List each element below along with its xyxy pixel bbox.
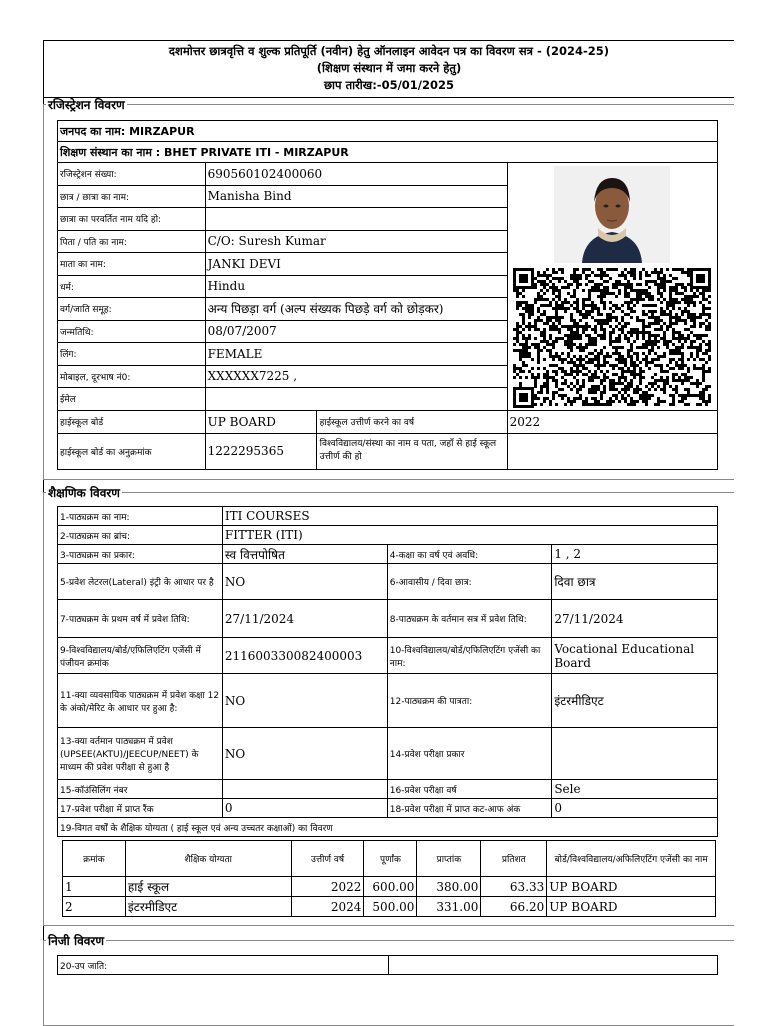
institute-name: शिक्षण संस्थान का नाम : BHET PRIVATE ITI - MIRZAPUR [58,142,718,163]
entrance-exam-admission-value: NO [222,728,387,780]
university-name-label: 10-विश्वविद्यालय/बोर्ड/एफिलिएटिंग एजेंसी का नाम: [387,638,552,674]
entrance-exam-year-label: 16-प्रवेश परीक्षा वर्ष [387,780,552,799]
roll-number-value: 1222295365 [206,434,317,469]
registration-field-label: छात्र / छात्रा का नाम: [58,185,206,208]
qualification-cell: 2022 [291,877,364,897]
qualification-header-cell: प्रतिशत [481,841,547,877]
qualification-header-cell: बोर्ड/विश्वविद्यालय/अफिलिएटिंग एजेंसी का नाम [547,841,716,877]
cutoff-marks-label: 18-प्रवेश परीक्षा में प्राप्त कट-आफ अंक [387,799,552,818]
qualification-cell: 66.20 [481,897,547,917]
personal-table [57,955,718,975]
qualification-cell: 500.00 [364,897,417,917]
qualification-table [62,840,716,917]
registration-field-value: XXXXXX7225 , [205,365,507,388]
merit-admission-value: NO [222,674,387,728]
qualification-header-cell: पूर्णांक [364,841,417,877]
course-eligibility-value: इंटरमीडिएट [552,674,718,728]
registration-field-label: वर्ग/जाति समूह: [58,298,206,321]
board-label: हाईस्कूल बोर्ड [58,410,206,433]
registration-field-value: Manisha Bind [205,185,507,208]
registration-field-value: Hindu [205,275,507,298]
registration-field-value: 08/07/2007 [205,320,507,343]
board-split-cell [205,410,507,433]
registration-field-label: छात्रा का परवर्तित नाम यदि हो: [58,208,206,231]
entrance-rank-value: 0 [222,799,387,818]
qualification-cell: 1 [63,877,126,897]
university-address-label: विश्वविद्यालय/संस्था का नाम व पता, जहाँ से हाई स्कूल उत्तीर्ण की हो [319,439,497,462]
qualification-cell: 2 [63,897,126,917]
counselling-number-value [222,780,387,799]
student-photo [554,166,670,263]
course-eligibility-label: 12-पाठ्यक्रम की पात्रता: [387,674,552,728]
qualification-cell: इंटरमीडिएट [125,897,291,917]
academic-legend: शैक्षणिक विवरण [48,486,120,500]
entrance-rank-label: 17-प्रवेश परीक्षा में प्राप्त रैंक [58,799,223,818]
qualification-cell: UP BOARD [547,897,716,917]
merit-admission-label: 11-क्या व्यवसायिक पाठ्यक्रम में प्रवेश कक्षा 12 के अंको/मेरिट के आधार पर हुआ है: [58,674,223,728]
counselling-number-label: 15-कॉउंसिलिंग नंबर [58,780,223,799]
board-value: UP BOARD [206,411,317,433]
course-name-label: 1-पाठ्यक्रम का नाम: [58,507,223,526]
pass-year-label: हाईस्कूल उत्तीर्ण करने का वर्ष [319,418,415,428]
registration-field-label: धर्म: [58,275,206,298]
residential-label: 6-आवासीय / दिवा छात्र: [387,564,552,600]
personal-legend: निजी विवरण [48,934,104,948]
qualification-header-cell: शैक्षिक योग्यता [125,841,291,877]
form-header [44,41,734,98]
form-title: दशमोत्तर छात्रवृत्ति व शुल्क प्रतिपूर्ति (नवीन) हेतु ऑनलाइन आवेदन पत्र का विवरण सत्र - (2024-25) [168,44,610,58]
current-session-admission-label: 8-पाठ्यक्रम के वर्तमान सत्र में प्रवेश तिथि: [387,600,552,638]
qualification-header-cell: उत्तीर्ण वर्ष [291,841,364,877]
first-year-admission-value: 27/11/2024 [222,600,387,638]
qualification-cell: 380.00 [417,877,481,897]
qualification-header-cell: प्राप्तांक [417,841,481,877]
qualification-cell: 331.00 [417,897,481,917]
registration-field-label: लिंग: [58,343,206,366]
qualification-cell: UP BOARD [547,877,716,897]
qualification-heading: 19-विगत वर्षों के शैक्षिक योग्यता ( हाई स्कूल एवं अन्य उच्चतर कक्षाओं) का विवरण [58,818,718,837]
registration-field-label: ईमेल [58,388,206,411]
registration-field-label: जन्मतिथि: [58,320,206,343]
registration-field-value [205,388,507,411]
registration-field-value [205,208,507,231]
entrance-exam-type-value [552,728,718,780]
roll-number-label: हाईस्कूल बोर्ड का अनुक्रमांक [58,433,206,469]
current-session-admission-value: 27/11/2024 [552,600,718,638]
qualification-cell: हाई स्कूल [125,877,291,897]
sub-caste-label: 20-उप जाति: [58,956,389,975]
cutoff-marks-value: 0 [552,799,718,818]
academic-table [57,506,718,837]
qualification-row [63,897,716,917]
registration-field-label: रजिस्ट्रेशन संख्या: [58,163,206,186]
registration-field-value: JANKI DEVI [205,253,507,276]
sub-caste-value [388,956,718,975]
entrance-exam-type-label: 14-प्रवेश परीक्षा प्रकार [387,728,552,780]
residential-value: दिवा छात्र [552,564,718,600]
registration-legend: रजिस्ट्रेशन विवरण [48,98,125,112]
registration-field-label: पिता / पति का नाम: [58,230,206,253]
lateral-entry-label: 5-प्रवेश लेटरल(Lateral) इंट्री के आधार पर है [58,564,223,600]
entrance-exam-year-value: Sele [552,780,718,799]
entrance-exam-admission-label: 13-क्या वर्तमान पाठ्यक्रम में प्रवेश (UPSEE(AKTU)/JEECUP/NEET) के माध्यम की प्रवेश परीक्षा से हुआ है [58,728,223,780]
qr-code [513,268,711,408]
qualification-cell: 600.00 [364,877,417,897]
course-type-value: स्व वित्तपोषित [222,545,387,564]
personal-section [43,932,734,1026]
registration-number-label: 9-विश्वविद्यालय/बोर्ड/एफिलिएटिंग एजेंसी में पंजीयन क्रमांक [58,638,223,674]
registration-field-value: FEMALE [205,343,507,366]
qualification-header-cell: क्रमांक [63,841,126,877]
roll-split-cell [205,433,507,469]
registration-header-table [57,120,718,163]
first-year-admission-label: 7-पाठ्यक्रम के प्रथम वर्ष में प्रवेश तिथि: [58,600,223,638]
course-branch-label: 2-पाठ्यक्रम का ब्रांच: [58,526,223,545]
university-address-value [507,433,717,469]
university-name-value: Vocational Educational Board [552,638,718,674]
lateral-entry-value: NO [222,564,387,600]
district-name: जनपद का नाम: MIRZAPUR [58,121,718,142]
registration-field-value: C/O: Suresh Kumar [205,230,507,253]
registration-number-value: 211600330082400003 [222,638,387,674]
class-year-label: 4-कक्षा का वर्ष एवं अवधि: [387,545,552,564]
registration-field-label: मोबाइल, दूरभाष नं0: [58,365,206,388]
print-date: छाप तारीख:-05/01/2025 [324,78,454,92]
qualification-cell: 2024 [291,897,364,917]
pass-year-value: 2022 [507,410,717,433]
registration-field-label: माता का नाम: [58,253,206,276]
qualification-cell: 63.33 [481,877,547,897]
registration-field-value: 690560102400060 [205,163,507,186]
course-name-value: ITI COURSES [222,507,717,526]
registration-field-value: अन्य पिछड़ा वर्ग (अल्प संख्यक पिछड़े वर्ग को छोड़कर) [205,298,507,321]
course-type-label: 3-पाठ्यक्रम का प्रकार: [58,545,223,564]
class-year-value: 1 , 2 [552,545,718,564]
course-branch-value: FITTER (ITI) [222,526,717,545]
qualification-row [63,877,716,897]
form-subtitle: (शिक्षण संस्थान में जमा करने हेतु) [316,61,462,75]
